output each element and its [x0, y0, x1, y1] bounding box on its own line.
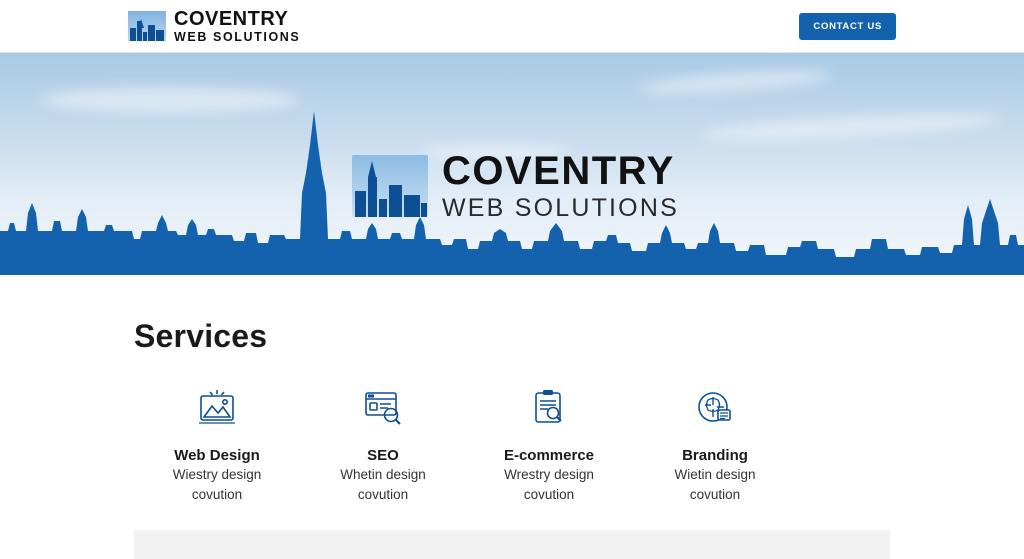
contact-us-button[interactable]: CONTACT US [799, 13, 896, 40]
services-grid [134, 385, 834, 504]
branding-gear-icon [636, 385, 794, 429]
seo-monitor-icon [304, 385, 462, 429]
header-logo-line1: COVENTRY [174, 7, 289, 30]
service-desc-line2: covution [523, 486, 575, 502]
hero-logo-line1: COVENTRY [442, 149, 675, 193]
clipboard-search-icon [470, 385, 628, 429]
image-design-icon [138, 385, 296, 429]
service-card-ecommerce[interactable] [466, 385, 632, 504]
hero-logo [352, 151, 679, 221]
service-card-seo[interactable] [300, 385, 466, 504]
service-desc-line2: covution [357, 486, 409, 502]
header-logo[interactable] [128, 9, 300, 44]
header-logo-text [174, 9, 300, 44]
hero-logo-text [442, 151, 679, 221]
services-title: Services [134, 318, 268, 354]
service-name: SEO [367, 447, 399, 464]
site-header [0, 0, 1024, 53]
service-desc-line2: covution [191, 486, 243, 502]
service-desc-line1: Wietin design [674, 467, 756, 482]
bottom-panel [134, 530, 890, 559]
coventry-skyline-logo-icon [128, 11, 166, 41]
coventry-skyline-logo-icon [352, 155, 428, 217]
header-logo-line2: WEB SOLUTIONS [174, 29, 301, 44]
services-section [0, 318, 1024, 559]
service-card-branding[interactable] [632, 385, 798, 504]
service-desc-line1: Whetin design [340, 467, 426, 482]
hero-logo-line2: WEB SOLUTIONS [442, 194, 679, 222]
service-desc-line1: Wiestry design [172, 467, 262, 482]
service-desc-line1: Wrestry design [504, 467, 594, 482]
service-card-web-design[interactable] [134, 385, 300, 504]
service-name: Web Design [174, 447, 260, 464]
service-name: Branding [682, 447, 748, 464]
service-name: E-commerce [503, 447, 595, 464]
hero-banner [0, 53, 1024, 275]
service-desc-line2: covution [689, 486, 741, 502]
